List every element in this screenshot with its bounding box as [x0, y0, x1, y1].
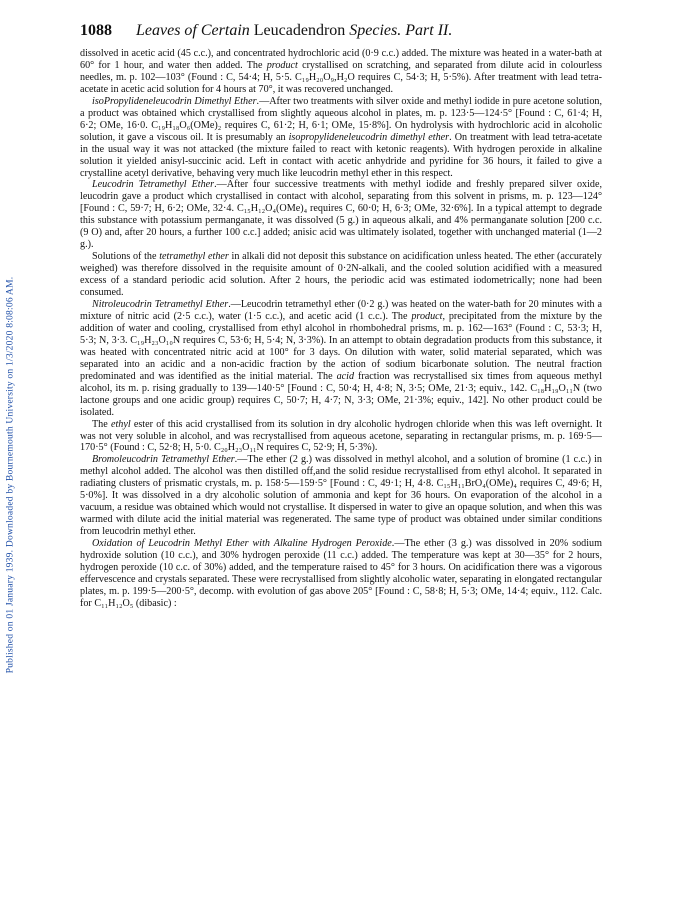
text-run: ester of this acid crystallised from its solution in dry alcoholic hydrogen chloride when this was left overnight. It was not very soluble in alcohol, and was recrystallised from aqueous acetone, separating in rectangular prisms, m. p. 169·5—170·5° (Found : C, 52·8; H, 5·0. C₂₀H₂₃O₁₁N requires C, 52·9; H, 5·3%). — [80, 418, 602, 454]
text-run: .—The ether (3 g.) was dissolved in 20% sodium hydroxide solution (10 c.c.), and 30% hydrogen peroxide (11 c.c.) added. The temperature was kept at 30—35° for 2 hours, hydrogen peroxide (10 c.c. of 30%) added, and the temperature raised to 45° for 3 hours. On acidification there was a vigorous effervescence and crystals separated. These were recrystallised from slightly alcoholic water, separating in elongated rectangular plates, m. p. 199·5—200·5°, decomp. with evolution of gas above 205° [Found : C, 58·8; H, 5·3; OMe, 14·4; equiv., 112. Calc. for C₁₁H₁₂O₅ (dibasic) : — [80, 538, 602, 609]
running-header — [80, 22, 600, 46]
italic-text-run: product — [411, 310, 443, 322]
text-run: dissolved in acetic acid (45 c.c.), and concentrated hydrochloric acid (0·9 c.c.) added. The mixture was heated in a water-bath at 60° for 1 hour, and water then added. The — [80, 48, 602, 71]
text-run: , precipitated from the mixture by the addition of water and cooling, crystallised from ethyl alcohol in rhombohedral prisms, m. p. 162—163° (Found : C, 53·3; H, 5·3; N, 3·3. C₁₉H₂₃O₁₀N requires C, 53·6; H, 5·4; N, 3·3%). In an attempt to obtain degradation products from this substance, it was heated with concentrated nitric acid at 100° for 3 days. On dilution with water, solid material separated, which was separated into an acidic and a non-acidic fraction by the action of sodium bicarbonate solution. The neutral fraction predominated and was identified as the initial material. The — [80, 310, 602, 382]
paragraph — [80, 419, 602, 455]
download-notice-text: Published on 01 January 1939. Downloaded by Bournemouth University on 1/3/2020 8:08:06 AM. — [4, 276, 16, 674]
italic-text-run: Leucodrin Tetramethyl Ether — [92, 179, 215, 191]
italic-text-run: Bromoleucodrin Tetramethyl Ether — [92, 454, 235, 466]
running-title-part2: Species. Part II. — [345, 22, 453, 39]
paragraph — [80, 96, 602, 180]
text-run: fraction was recrystallised six times from aqueous methyl alcohol, its m. p. rising gradually to 139—140·5° [Found : C, 50·4; H, 4·8; N, 3·5; OMe, 21·3; equiv., 142. C₁₈H₁₉O₁₁N (two lactone groups and one acidic group) requires C, 50·7; H, 4·7; N, 3·3; OMe, 21·3%; equiv., 142]. No other product could be isolated. — [80, 370, 602, 418]
text-run: . On treatment with lead tetra-acetate in the usual way it was not attacked (the mixture failed to react with ketonic reagents). With hydrogen peroxide in alkaline solution it yielded anisyl-succinic acid. Left in contact with acetic anhydride and pyridine for 36 hours, it failed to give a crystalline acetyl derivative, behaving very much like leucodrin methyl ether in this respect. — [80, 131, 602, 179]
paragraph — [80, 251, 602, 299]
text-run: Solutions of the — [92, 251, 160, 263]
running-title-genus: Leucadendron — [253, 22, 346, 39]
italic-text-run: iso — [288, 131, 301, 143]
text-run: .—The ether (2 g.) was dissolved in methyl alcohol, and a solution of bromine (1 c.c.) in methyl alcohol added. The alcohol was then distilled off,and the solid residue recrystallised from ethyl alcohol. It separated in radiating clusters of prismatic crystals, m. p. 158·5—159·5° [Found : C, 49·1; H, 4·8. C₁₅H₁₁BrO₄(OMe)₄ requires C, 49·6; H, 5·0%]. It was dissolved in a dry alcoholic solution of ammonia and kept for 36 hours. On evaporation of the alcohol in a vacuum, a residue was obtained which would not crystallise. It dispersed in water to give an opaque solution, and when this was warmed with dilute acid the initial material was regenerated. The same type of product was obtained under similar conditions from leucodrin methyl ether. — [80, 454, 602, 538]
page-number: 1088 — [80, 22, 112, 39]
text-run: .—After four successive treatments with methyl iodide and freshly prepared silver oxide, leucodrin gave a product which crystallised in contact with alcohol, separating from this solvent in prisms, m. p. 123—124° [Found : C, 59·7; H, 6·2; OMe, 32·4. C₁₅H₁₂O₄(OMe)₄ requires C, 60·0; H, 6·3; OMe, 32·6%]. In a typical attempt to degrade this substance with potassium permanganate, it was dissolved (5 g.) in aqueous alkali, and 4% permanganate solution [200 c.c. (9 O) and, after 20 hours, a further 100 c.c.] added; anisic acid was ultimately isolated, together with unchanged material (1—2 g.). — [80, 179, 602, 251]
italic-text-run: Propylideneleucodrin Dimethyl Ether — [103, 95, 257, 107]
running-title-part1: Leaves of Certain — [136, 22, 254, 39]
paragraph — [80, 48, 602, 96]
text-run: .—Leucodrin tetramethyl ether (0·2 g.) was heated on the water-bath for 20 minutes with a mixture of nitric acid (2·5 c.c.), water (1·5 c.c.), and acetic acid (1 c.c.). The — [80, 299, 602, 322]
italic-text-run: Nitroleucodrin Tetramethyl Ether — [92, 299, 229, 311]
text-run: The — [92, 418, 111, 430]
paragraph — [80, 299, 602, 419]
paragraph — [80, 179, 602, 251]
italic-text-run: iso — [92, 95, 104, 107]
italic-text-run: product — [266, 59, 298, 71]
text-run: crystallised on scratching, and separated from dilute acid in colourless needles, m. p. 102—103° (Found : C, 54·4; H, 5·5. C₁₉H₂₀O₉,H₂O requires C, 54·3; H, 5·5%). After treatment with lead tetra-acetate in acetic acid solution for 4 hours at 70°, it was recovered unchanged. — [80, 59, 602, 95]
article-body — [80, 48, 602, 903]
italic-text-run: Oxidation of Leucodrin Methyl Ether with Alkaline Hydrogen Peroxide — [92, 538, 392, 550]
paragraph — [80, 538, 602, 610]
download-notice-sidebar — [2, 60, 18, 890]
text-run: .—After two treatments with silver oxide and methyl iodide in pure acetone solution, a product was obtained which crystallised from slightly aqueous alcohol in plates, m. p. 123·5—124·5° [Found : C, 61·4; H, 6·2; OMe, 16·0. C₁₉H₁₈O₆(OMe)₂ requires C, 61·2; H, 6·1; OMe, 15·8%]. On hydrolysis with hydrochloric acid in alcoholic solution, it gave a viscous oil. It is presumably an — [80, 95, 602, 143]
italic-text-run: propylideneleucodrin dimethyl ether — [300, 131, 450, 143]
italic-text-run: acid — [336, 370, 355, 382]
text-run: in alkali did not deposit this substance on acidification unless heated. The ether (accurately weighed) was therefore dissolved in the requisite amount of 0·2N-alkali, and the cooled solution acidified with a measured excess of a standard periodic acid solution. After 2 hours, the periodic acid was estimated iodometrically; none had been consumed. — [80, 251, 602, 299]
paragraph — [80, 454, 602, 538]
italic-text-run: ethyl — [110, 418, 131, 430]
italic-text-run: tetramethyl ether — [159, 251, 229, 263]
running-title — [136, 22, 452, 40]
